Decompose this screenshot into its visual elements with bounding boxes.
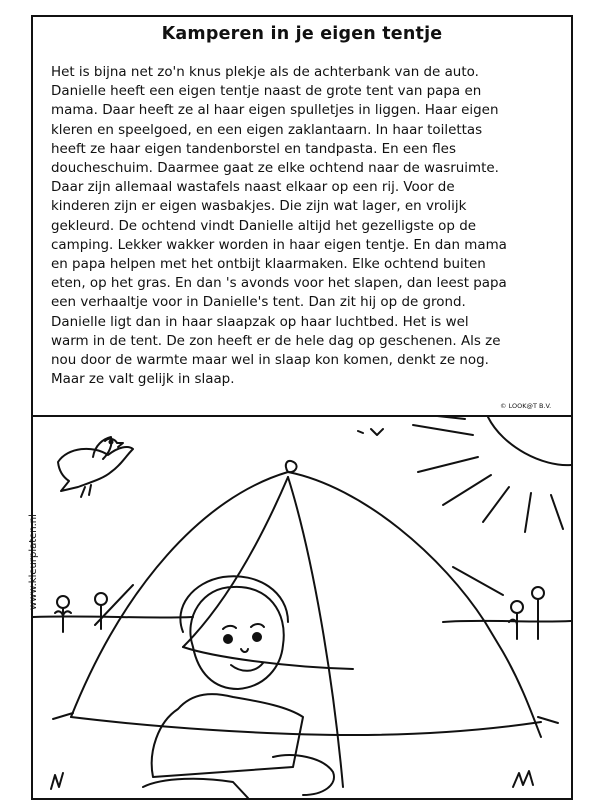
bird-drawing	[58, 437, 133, 497]
tent-drawing	[53, 461, 558, 787]
story-line: camping. Lekker wakker worden in haar eigen tentje. En dan mama	[51, 237, 507, 253]
story-line: eten, op het gras. En dan 's avonds voor het slapen, dan leest papa	[51, 276, 507, 292]
story-line: nou door de warmte maar wel in slaap kon komen, denkt ze nog.	[51, 353, 489, 369]
copyright-notice: © LOOK@T B.V.	[500, 402, 552, 410]
flowers-left-drawing	[55, 593, 107, 632]
website-credit: www.kleurplaten.nl	[28, 514, 39, 610]
story-line: kleren en speelgoed, en een eigen zaklantaarn. In haar toilettas	[51, 122, 483, 138]
story-line: Het is bijna net zo'n knus plekje als de achterbank van de auto.	[51, 65, 479, 80]
story-line: Danielle heeft een eigen tentje naast de grote tent van papa en	[51, 84, 482, 100]
flowers-right-drawing	[509, 587, 544, 639]
sun-drawing	[413, 417, 571, 532]
story-line: doucheschuim. Daarmee gaat ze elke ochtend naar de wasruimte.	[51, 161, 499, 177]
story-line: kinderen zijn er eigen wasbakjes. Die zijn wat lager, en vrolijk	[51, 199, 467, 215]
story-text	[51, 63, 561, 389]
story-line: gekleurd. De ochtend vindt Danielle altijd het gezelligste op de	[51, 218, 477, 234]
story-line: warm in de tent. De zon heeft er de hele dag op geschenen. Als ze	[51, 333, 501, 349]
girl-drawing	[143, 576, 334, 798]
story-line: Danielle ligt dan in haar slaapzak op haar luchtbed. Het is wel	[51, 314, 469, 330]
story-line: mama. Daar heeft ze al haar eigen spulletjes in liggen. Haar eigen	[51, 103, 499, 119]
story-line: en papa helpen met het ontbijt klaarmaken. Elke ochtend buiten	[51, 257, 486, 273]
coloring-illustration	[33, 417, 571, 798]
story-line: Daar zijn allemaal wastafels naast elkaar op een rij. Voor de	[51, 180, 455, 196]
page-title: Kamperen in je eigen tentje	[161, 24, 443, 44]
story-line: een verhaaltje voor in Danielle's tent. Dan zit hij op de grond.	[51, 295, 466, 311]
story-line: Maar ze valt gelijk in slaap.	[51, 372, 235, 388]
story-line: heeft ze haar eigen tandenborstel en tandpasta. En een fles	[51, 141, 456, 157]
